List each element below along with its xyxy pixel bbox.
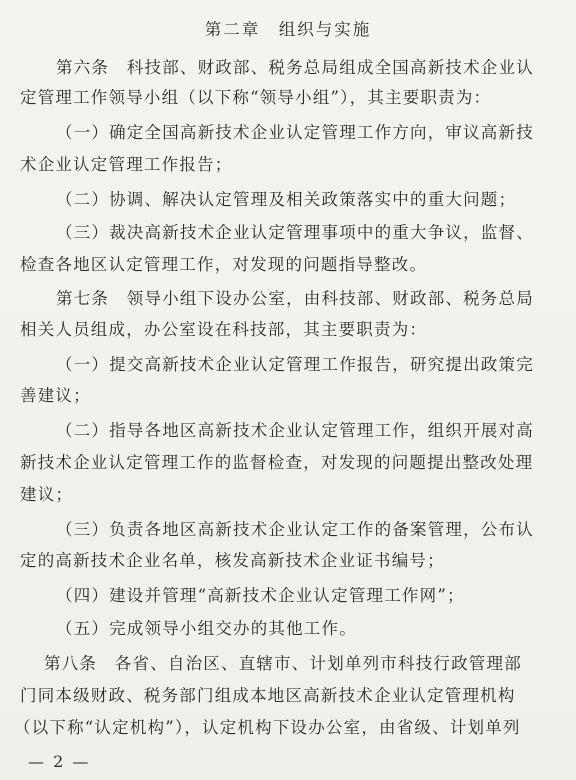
text-line: （三）负责各地区高新技术企业认定工作的备案管理，公布认 [56,520,534,539]
text-line: （以下称“认定机构”），认定机构下设办公室，由省级、计划单列 [14,718,521,737]
text-line: （四）建设并管理“高新技术企业认定管理工作网”； [56,586,465,605]
text-line: 第六条 科技部、财政部、税务总局组成全国高新技术企业认 [56,58,534,77]
text-line: 新技术企业认定管理工作的监督检查，对发现的问题提出整改处理 [20,453,534,472]
text-line: （一）提交高新技术企业认定管理工作报告，研究提出政策完 [56,355,534,374]
text-line: 第八条 各省、自治区、直辖市、计划单列市科技行政管理部 [44,654,522,673]
text-line: （二）指导各地区高新技术企业认定管理工作，组织开展对高 [56,421,534,440]
text-line: 第七条 领导小组下设办公室，由科技部、财政部、税务总局 [56,289,534,308]
text-line: （二）协调、解决认定管理及相关政策落实中的重大问题； [56,190,517,209]
text-line: 善建议； [20,386,91,405]
text-line: 建议； [20,485,74,504]
text-line: 定管理工作领导小组（以下称“领导小组”），其主要职责为： [20,88,492,107]
text-line: （一）确定全国高新技术企业认定管理工作方向，审议高新技 [56,123,534,142]
text-line: （三）裁决高新技术企业认定管理事项中的重大争议，监督、 [56,223,534,242]
text-line: 相关人员组成，办公室设在科技部，其主要职责为： [20,320,428,339]
text-line: 门同本级财政、税务部门组成本地区高新技术企业认定管理机构 [20,686,516,705]
text-line: 定的高新技术企业名单，核发高新技术企业证书编号； [20,551,445,570]
text-line: 检查各地区认定管理工作，对发现的问题指导整改。 [20,255,428,274]
text-line: 术企业认定管理工作报告； [20,155,233,174]
text-line: （五）完成领导小组交办的其他工作。 [56,619,357,638]
page-number: — 2 — [28,752,91,771]
chapter-title: 第二章 组织与实施 [204,20,372,39]
